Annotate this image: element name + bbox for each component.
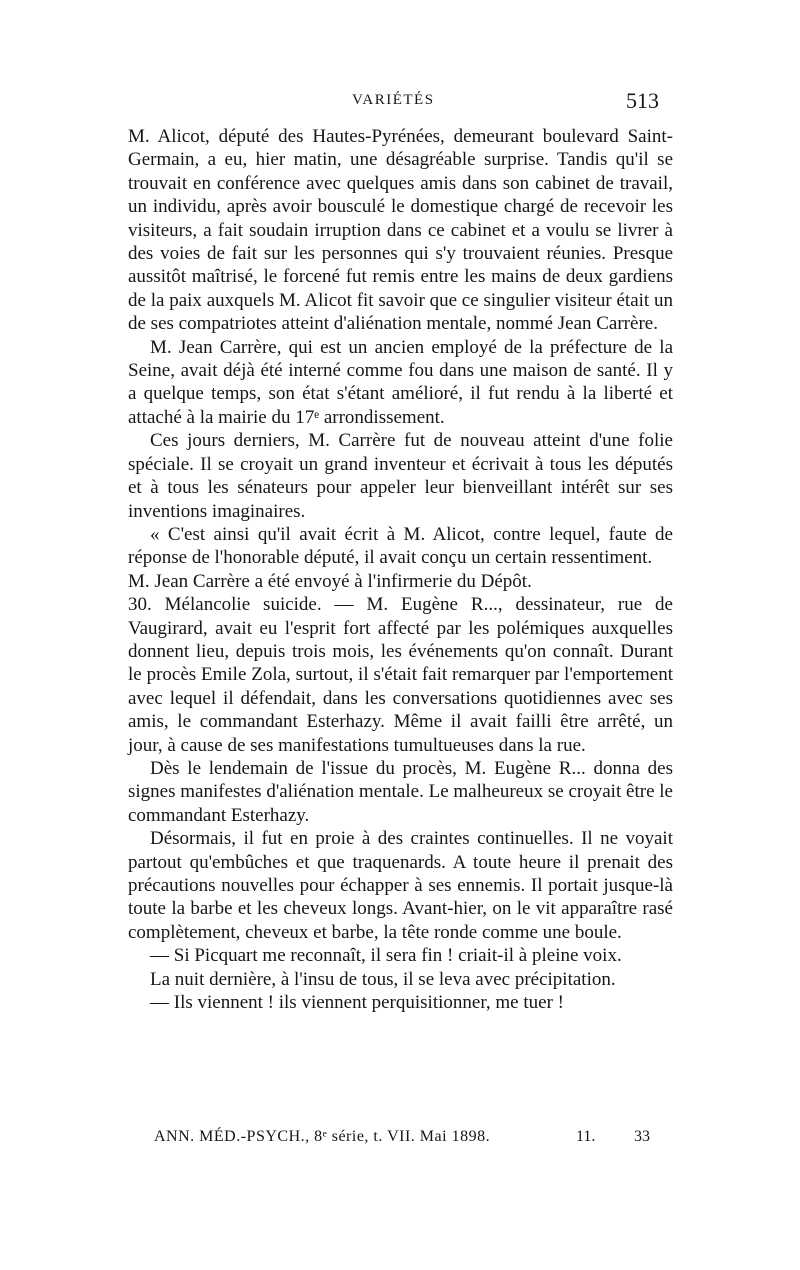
paragraph-carrere-infirmary: M. Jean Carrère a été envoyé à l'infirmerie du Dépôt.: [128, 570, 532, 592]
journal-citation: ANN. MÉD.-PSYCH., 8ᵉ série, t. VII. Mai 1898.: [154, 1128, 491, 1145]
sheet-number: 33: [634, 1128, 650, 1145]
paragraph-eugene-fears: Désormais, il fut en proie à des craintes continuelles. Il ne voyait partout qu'embûches et que traquenards. A toute heure il prenait des précautions nouvelles pour échapper à ses ennemis. Il portait jusque-là toute la barbe et les cheveux longs. Avant-hier, on le vit apparaître rasé complètement, cheveux et barbe, la tête ronde comme une boule.: [128, 828, 673, 943]
page-header: [0, 88, 800, 118]
paragraph-alicot-incident: M. Alicot, député des Hautes-Pyrénées, demeurant boulevard Saint-Germain, a eu, hier matin, une désagréable surprise. Tandis qu'il se trouvait en conférence avec quelques amis dans son cabinet de travail, un individu, après avoir bousculé le domestique chargé de recevoir les visiteurs, a fait soudain irruption dans ce cabinet et a voulu se livrer à des voies de fait sur les personnes qui s'y trouvaient réunies. Presque aussitôt maîtrisé, le forcené fut remis entre les mains de deux gardiens de la paix auxquels M. Alicot fit savoir que ce singulier visiteur était un de ses compatriotes atteint d'aliénation mentale, nommé Jean Carrère.: [128, 126, 673, 335]
page-footer: [128, 1128, 673, 1154]
body-text: [128, 125, 673, 1014]
paragraph-night: La nuit dernière, à l'insu de tous, il se leva avec précipitation.: [150, 968, 616, 990]
signature-mark: 11.: [576, 1128, 596, 1145]
running-head: VARIÉTÉS: [352, 92, 435, 108]
paragraph-eugene-alienation: Dès le lendemain de l'issue du procès, M. Eugène R... donna des signes manifestes d'aliénation mentale. Le malheureux se croyait être le commandant Esterhazy.: [128, 757, 673, 826]
paragraph-final-quote: — Ils viennent ! ils viennent perquisitionner, me tuer !: [150, 992, 564, 1014]
paragraph-carrere-background: M. Jean Carrère, qui est un ancien employé de la préfecture de la Seine, avait déjà été interné comme fou dans une maison de santé. Il y a quelque temps, son état s'étant amélioré, il fut rendu à la liberté et attaché à la mairie du 17ᵉ arrondissement.: [128, 336, 673, 428]
page-number: 513: [626, 88, 659, 113]
paragraph-carrere-letter: « C'est ainsi qu'il avait écrit à M. Alicot, contre lequel, faute de réponse de l'honorable député, il avait conçu un certain ressentiment.: [128, 523, 673, 569]
paragraph-melancolie-suicide: 30. Mélancolie suicide. — M. Eugène R..., dessinateur, rue de Vaugirard, avait eu l'esprit fort affecté par les polémiques auxquelles donnent lieu, depuis trois mois, les événements qu'on connaît. Durant le procès Emile Zola, surtout, il s'était fait remarquer par l'emportement avec lequel il défendait, dans les conversations quotidiennes avec ses amis, le commandant Esterhazy. Même il avait failli être arrêté, un jour, à cause de ses manifestations tumultueuses dans la rue.: [128, 594, 673, 756]
paragraph-carrere-relapse: Ces jours derniers, M. Carrère fut de nouveau atteint d'une folie spéciale. Il se croyait un grand inventeur et écrivait à tous les députés et à tous les sénateurs pour appeler leur bienveillant intérêt sur ses inventions imaginaires.: [128, 430, 673, 522]
paragraph-picquart-quote: — Si Picquart me reconnaît, il sera fin ! criait-il à pleine voix.: [150, 945, 622, 967]
